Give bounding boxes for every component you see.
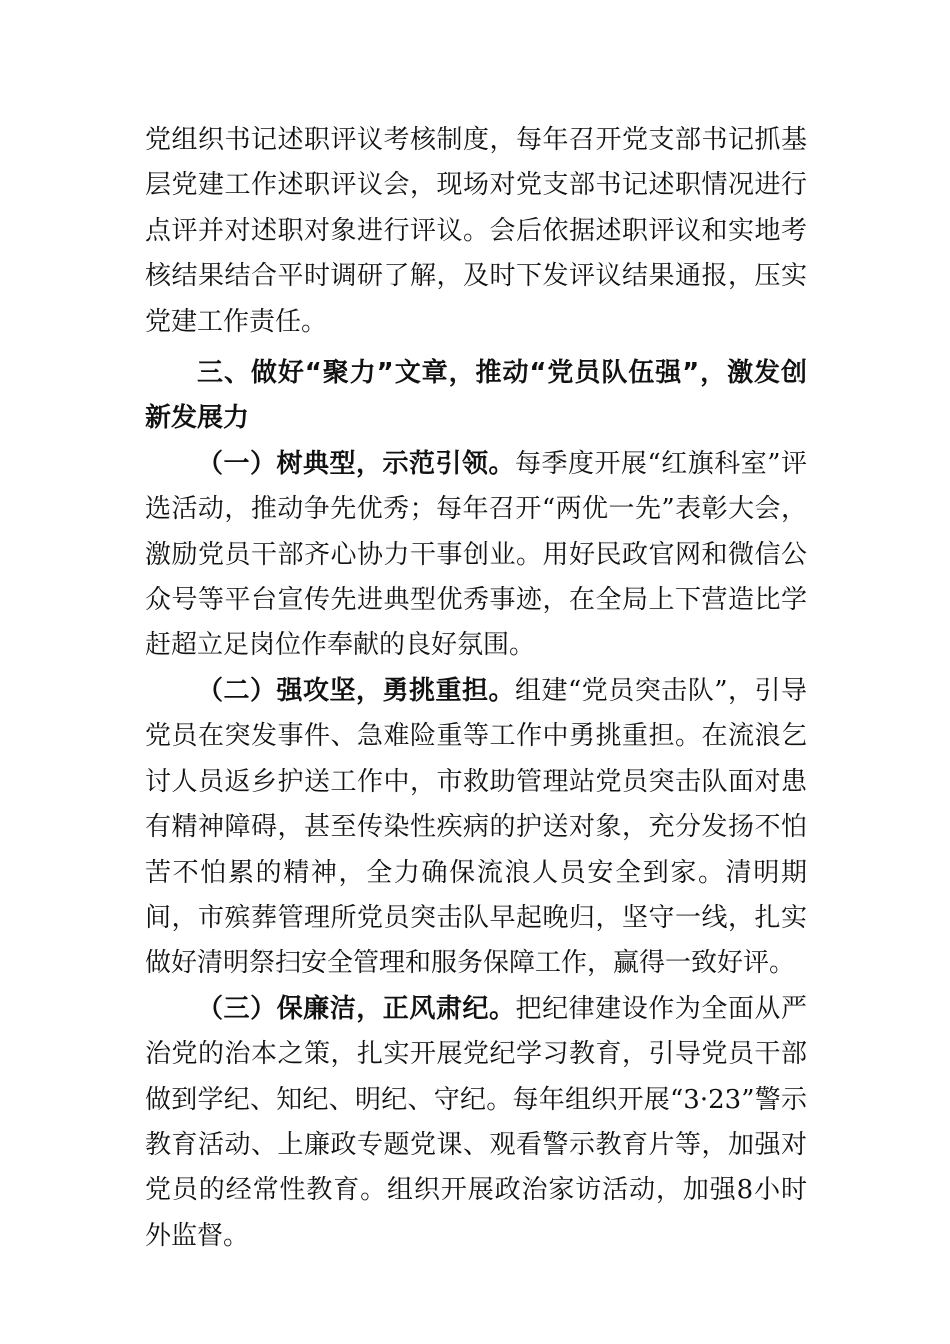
subsection-2-title: （二）强攻坚，勇挑重担。 [197,675,515,706]
subsection-3-title: （三）保廉洁，正风肃纪。 [197,993,516,1024]
subsection-1 [145,442,807,669]
paragraph-continuation: 党组织书记述职评议考核制度，每年召开党支部书记抓基层党建工作述职评议会，现场对党支部书记述职情况进行点评并对述职对象进行评议。会后依据述职评议和实地考核结果结合平时调研了解，及时下发评议结果通报，压实党建工作责任。 [145,125,807,337]
subsection-3 [145,987,807,1259]
document-page [145,118,807,1259]
section-heading-3: 三、做好“聚力”文章，推动“党员队伍强”，激发创新发展力 [145,358,807,434]
subsection-3-body: 把纪律建设作为全面从严治党的治本之策，扎实开展党纪学习教育，引导党员干部做到学纪、知纪、明纪、守纪。每年组织开展“3·23”警示教育活动、上廉政专题党课、观看警示教育片等，加强对党员的经常性教育。组织开展政治家访活动，加强8小时外监督。 [145,993,807,1251]
subsection-1-body: 每季度开展“红旗科室”评选活动，推动争先优秀；每年召开“两优一先”表彰大会，激励党员干部齐心协力干事创业。用好民政官网和微信公众号等平台宣传先进典型优秀事迹，在全局上下营造比学赶超立足岗位作奉献的良好氛围。 [145,448,807,661]
subsection-2 [145,669,807,987]
subsection-2-body: 组建“党员突击队”，引导党员在突发事件、急难险重等工作中勇挑重担。在流浪乞讨人员返乡护送工作中，市救助管理站党员突击队面对患有精神障碍，甚至传染性疾病的护送对象，充分发扬不怕苦不怕累的精神，全力确保流浪人员安全到家。清明期间，市殡葬管理所党员突击队早起晚归，坚守一线，扎实做好清明祭扫安全管理和服务保障工作，赢得一致好评。 [145,675,807,979]
subsection-1-title: （一）树典型，示范引领。 [197,448,515,479]
